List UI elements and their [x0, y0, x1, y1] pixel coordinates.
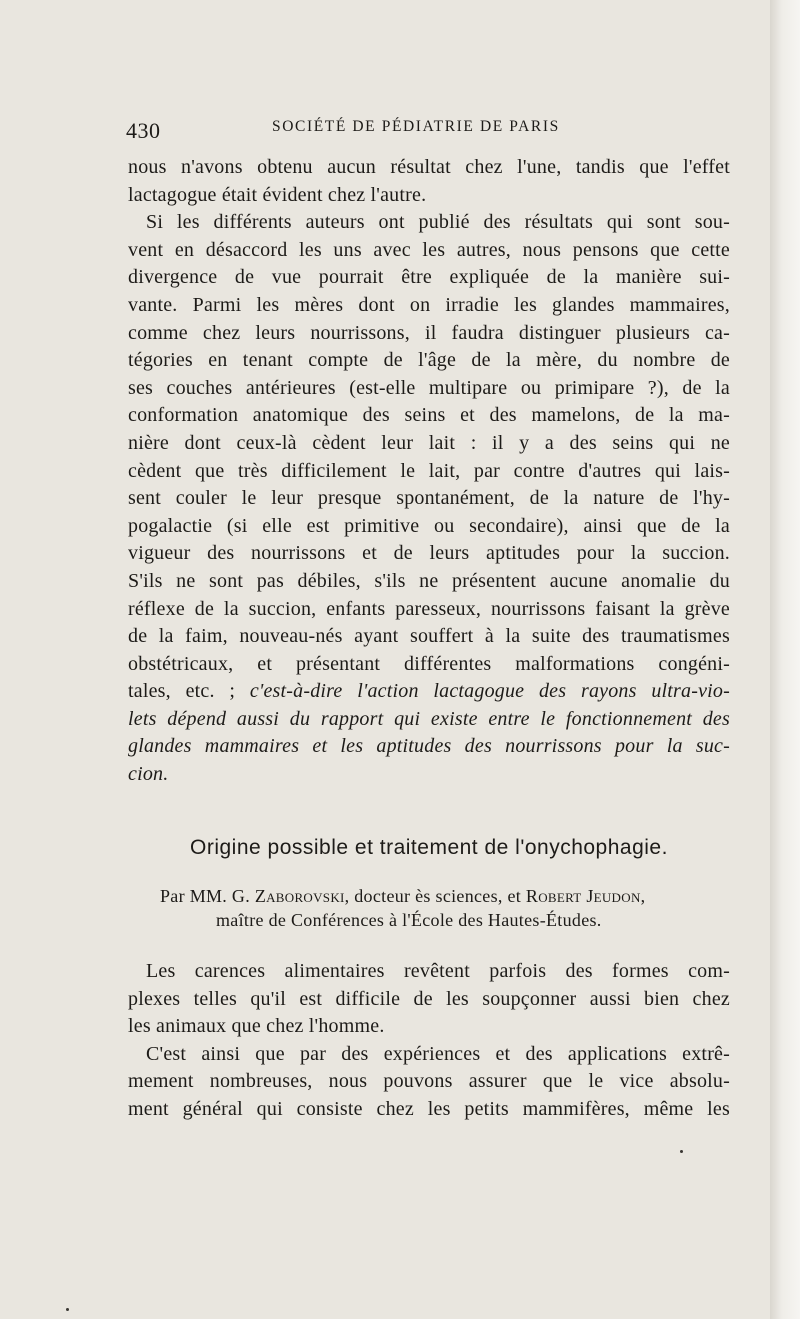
- text-line: ment général qui consiste chez les petits mammifères, même les: [128, 1097, 730, 1120]
- text-line: lactagogue était évident chez l'autre.: [128, 183, 427, 206]
- text-line: obstétricaux, et présentant différentes malformations congéni-: [128, 652, 730, 675]
- running-head: SOCIÉTÉ DE PÉDIATRIE DE PARIS: [272, 118, 560, 135]
- italic-text-line: lets dépend aussi du rapport qui existe entre le fonctionnement des: [128, 707, 730, 730]
- section-title: Origine possible et traitement de l'onychophagie.: [190, 836, 668, 859]
- text-line: divergence de vue pourrait être expliquée de la manière sui-: [128, 266, 730, 289]
- italic-text-line: glandes mammaires et les aptitudes des nourrissons pour la suc-: [128, 735, 730, 758]
- text-line: Les carences alimentaires revêtent parfois des formes com-: [146, 960, 730, 982]
- text-line: ses couches antérieures (est-elle multipare ou primipare ?), de la: [128, 376, 730, 399]
- text-line: réflexe de la succion, enfants paresseux, nourrissons faisant la grève: [128, 597, 730, 620]
- text-line: conformation anatomique des seins et des mamelons, de la ma-: [128, 404, 730, 427]
- author-name: Zaborovski: [254, 886, 345, 906]
- text-line: nière dont ceux-là cèdent leur lait : il y a des seins qui ne: [128, 431, 730, 454]
- text-line: de la faim, nouveau-nés ayant souffert à la suite des traumatismes: [128, 625, 730, 648]
- byline: [160, 884, 720, 932]
- text-line: comme chez leurs nourrissons, il faudra distinguer plusieurs ca-: [128, 321, 730, 344]
- text-line: vante. Parmi les mères dont on irradie les glandes mammaires,: [128, 293, 730, 316]
- page-header: [126, 116, 586, 146]
- body-paragraphs-bottom: [128, 958, 730, 1124]
- print-speck: [680, 1150, 683, 1153]
- text-line: plexes telles qu'il est difficile de les soupçonner aussi bien chez: [128, 987, 730, 1010]
- text-line-mixed: [128, 678, 730, 706]
- text-line: nous n'avons obtenu aucun résultat chez l'une, tandis que l'effet: [128, 156, 730, 178]
- byline-line-2: maître de Conférences à l'École des Hautes-Études.: [216, 910, 602, 930]
- text-line: pogalactie (si elle est primitive ou secondaire), ainsi que de la: [128, 514, 730, 537]
- text-line: cèdent que très difficilement le lait, par contre d'autres qui lais-: [128, 459, 730, 482]
- body-paragraphs-top: [128, 154, 730, 789]
- text-fragment: tales, etc. ;: [128, 680, 250, 703]
- text-line: sent couler le leur presque spontanément, de la nature de l'hy-: [128, 487, 730, 510]
- text-line: vent en désaccord les uns avec les autres, nous pensons que cette: [128, 238, 730, 261]
- byline-prefix: Par MM. G.: [160, 886, 255, 906]
- byline-mid: , docteur ès sciences, et: [344, 886, 526, 906]
- byline-line-1: [160, 884, 720, 908]
- italic-text-line: cion.: [128, 763, 169, 786]
- page-number: 430: [126, 118, 161, 143]
- text-line: C'est ainsi que par des expériences et des applications extrê-: [146, 1042, 730, 1065]
- text-line: mement nombreuses, nous pouvons assurer que le vice absolu-: [128, 1070, 730, 1093]
- text-line: tégories en tenant compte de l'âge de la mère, du nombre de: [128, 349, 730, 372]
- italic-text-fragment: c'est-à-dire l'action lactagogue des rayons ultra-vio-: [249, 680, 730, 703]
- text-line: les animaux que chez l'homme.: [128, 1015, 385, 1038]
- text-line: S'ils ne sont pas débiles, s'ils ne présentent aucune anomalie du: [128, 569, 730, 592]
- text-line: vigueur des nourrissons et de leurs aptitudes pour la succion.: [128, 542, 730, 565]
- byline-suffix: ,: [640, 886, 646, 906]
- print-speck: [66, 1308, 69, 1311]
- text-line: Si les différents auteurs ont publié des résultats qui sont sou-: [146, 211, 730, 234]
- author-name: Robert Jeudon: [525, 886, 641, 906]
